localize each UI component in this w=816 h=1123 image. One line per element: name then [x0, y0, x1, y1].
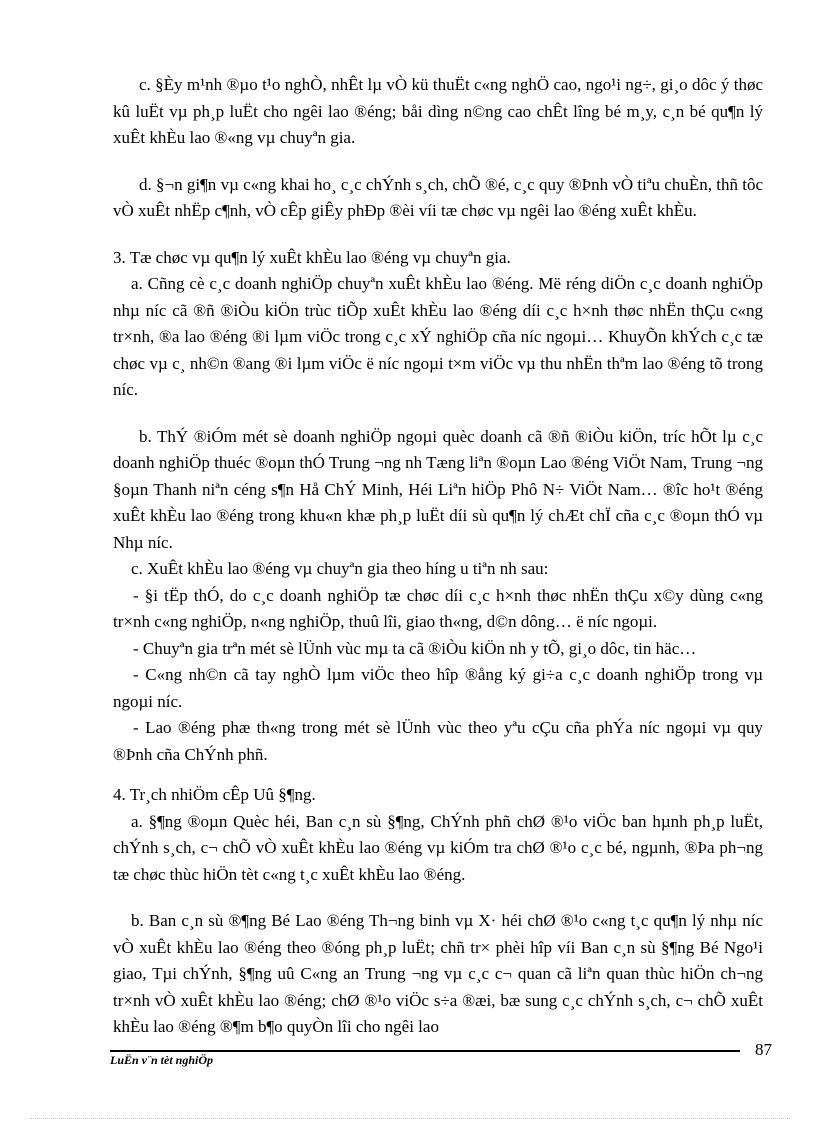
- paragraph-training: c. §Èy m¹nh ®µo t¹o nghÒ, nhÊt lµ vÒ kü thuËt c«ng nghÖ cao, ngo¹i ng÷, gi¸o dôc ý thøc kû luËt vµ ph¸p luËt cho ngêi lao ®éng; båi dìng n©ng cao chÊt lîng bé m¸y, c¸n bé qu¶n lý xuÊt khÈu lao ®«ng vµ chuyªn gia.: [113, 75, 763, 147]
- bullet-item: - §i tËp thÓ, do c¸c doanh nghiÖp tæ chøc díi c¸c h×nh thøc nhËn thÇu x©y dùng c«ng tr×nh c«ng nghiÖp, n«ng nghiÖp, thuû lîi, giao th«ng, d©n dông… ë níc ngoµi.: [113, 585, 763, 631]
- footer-divider: [110, 1050, 740, 1052]
- page-number: 87: [755, 1040, 772, 1059]
- paragraph-4b: b. Ban c¸n sù ®¶ng Bé Lao ®éng Th¬ng binh vµ X· héi chØ ®¹o c«ng t¸c qu¶n lý nhµ níc vÒ xuÊt khÈu lao ®éng theo ®óng ph¸p luËt; chñ tr× phèi hîp víi Ban c¸n sù §¶ng Bé Ngo¹i giao, Tµi chÝnh, §¶ng uû C«ng an Trung ¬ng vµ c¸c c¬ quan cã liªn quan thùc hiÖn ch¬ng tr×nh vÒ xuÊt khÈu lao ®éng; chØ ®¹o viÖc s÷a ®æi, bæ sung c¸c chÝnh s¸ch, c¬ chÕ xuÊt khÈu lao ®éng ®¶m b¶o quyÒn lîi cho ngêi lao: [113, 911, 763, 1036]
- footer-label: LuËn v¨n tèt nghiÖp: [110, 1053, 214, 1067]
- paragraph-4a: a. §¶ng ®oµn Quèc héi, Ban c¸n sù §¶ng, ChÝnh phñ chØ ®¹o viÖc ban hµnh ph¸p luËt, chÝnh s¸ch, c¬ chÕ vÒ xuÊt khÈu lao ®éng vµ kiÓm tra chØ ®¹o c¸c bé, ngµnh, ®Þa ph¬ng tæ chøc thùc hiÖn tèt c«ng t¸c xuÊt khÈu lao ®éng.: [113, 811, 763, 884]
- page-body: [113, 72, 763, 1041]
- paragraph-procedures: d. §¬n gi¶n vµ c«ng khai ho¸ c¸c chÝnh s¸ch, chÕ ®é, c¸c quy ®Þnh vÒ tiªu chuÈn, thñ tôc vÒ xuÊt nhËp c¶nh, vÒ cÊp giÊy phÐp ®èi víi tæ chøc vµ ngêi lao ®éng xuÊt khÈu.: [113, 174, 763, 220]
- page-bottom-border: [30, 1118, 790, 1119]
- bullet-item: - C«ng nh©n cã tay nghÒ lµm viÖc theo hîp ®ång ký gi÷a c¸c doanh nghiÖp trong vµ ngoµi níc.: [113, 665, 763, 711]
- bullet-item: - Chuyªn gia trªn mét sè lÜnh vùc mµ ta cã ®iÒu kiÖn nh y tÕ, gi¸o dôc, tin häc…: [133, 638, 697, 658]
- section-heading-4: 4. Tr¸ch nhiÖm cÊp Uû §¶ng.: [113, 785, 316, 804]
- paragraph-3c: c. XuÊt khÈu lao ®éng vµ chuyªn gia theo híng u tiªn nh sau:: [131, 559, 549, 578]
- paragraph-3b: b. ThÝ ®iÓm mét sè doanh nghiÖp ngoµi quèc doanh cã ®ñ ®iÒu kiÖn, tríc hÕt lµ c¸c doanh nghiÖp thuéc ®oµn thÓ Trung ¬ng nh Tæng liªn ®oµn Lao ®éng ViÖt Nam, Trung ¬ng §oµn Thanh niªn céng s¶n Hå ChÝ Minh, Héi Liªn hiÖp Phô N÷ ViÖt Nam… ®îc ho¹t ®éng xuÊt khÈu lao ®éng trong khu«n khæ ph¸p luËt díi sù qu¶n lý chÆt chÏ cña c¸c ®oµn thÓ vµ Nhµ níc.: [113, 426, 763, 552]
- section-heading-3: 3. Tæ chøc vµ qu¶n lý xuÊt khÈu lao ®éng vµ chuyªn gia.: [113, 247, 511, 267]
- paragraph-3a: a. Cñng cè c¸c doanh nghiÖp chuyªn xuÊt khÈu lao ®éng. Më réng diÖn c¸c doanh nghiÖp nhµ níc cã ®ñ ®iÒu kiÖn trùc tiÕp xuÊt khÈu lao ®éng díi c¸c h×nh thøc nhËn thÇu c«ng tr×nh, ®a lao ®éng ®i lµm viÖc trong c¸c xÝ nghiÖp cña níc ngoµi… KhuyÕn khÝch c¸c tæ chøc vµ c¸ nh©n ®ang ®i lµm viÖc ë níc ngoµi t×m viÖc vµ thu nhËn thªm lao ®éng tõ trong níc.: [113, 274, 763, 399]
- bullet-item: - Lao ®éng phæ th«ng trong mét sè lÜnh vùc theo yªu cÇu cña phÝa níc ngoµi vµ quy ®Þnh cña ChÝnh phñ.: [113, 718, 763, 764]
